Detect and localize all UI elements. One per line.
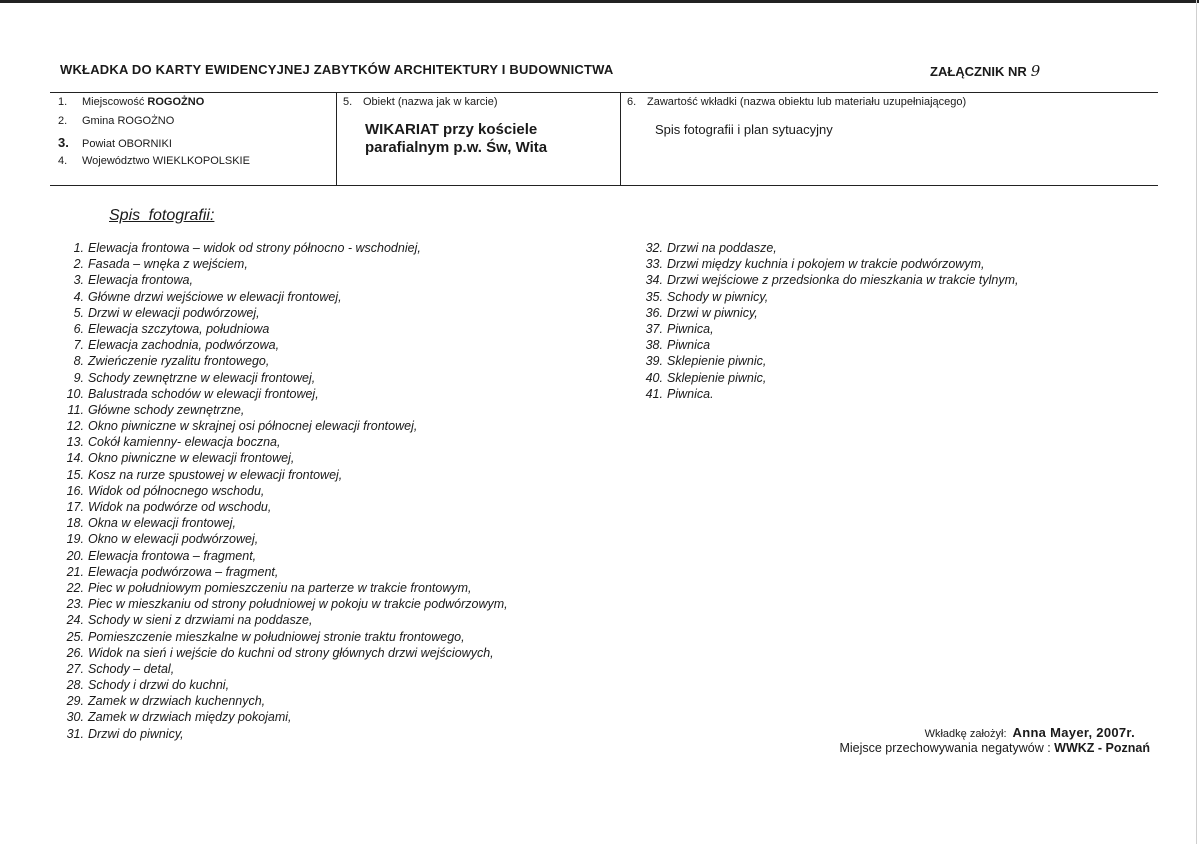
location-row-commune (58, 115, 174, 127)
storage-value: WWKZ - Poznań (1054, 741, 1150, 755)
item-text: Schody i drzwi do kuchni, (88, 678, 230, 693)
list-item (62, 612, 508, 628)
item-number: 38. (645, 338, 663, 353)
item-text: Elewacja zachodnia, podwórzowa, (88, 338, 280, 353)
list-item (643, 272, 1019, 288)
item-text: Okna w elewacji frontowej, (88, 516, 236, 531)
photo-list-title: Spis fotografii: (109, 207, 215, 224)
contents-label (627, 96, 966, 108)
item-text: Kosz na rurze spustowej w elewacji frontowej, (88, 467, 343, 482)
object-label (343, 96, 498, 108)
photo-list-left (62, 240, 508, 742)
item-text: Elewacja frontowa – widok od strony północno - wschodniej, (88, 241, 421, 255)
row-value: ROGOŻNO (117, 115, 175, 127)
list-item (643, 289, 1019, 305)
item-number: 13. (66, 435, 84, 450)
document-title: WKŁADKA DO KARTY EWIDENCYJNEJ ZABYTKÓW ARCHITEKTURY I BUDOWNICTWA (60, 62, 614, 77)
item-text: Elewacja frontowa – fragment, (88, 548, 257, 563)
item-text: Fasada – wnęka z wejściem, (88, 257, 248, 272)
list-item (62, 337, 508, 353)
scan-right-edge (1196, 0, 1197, 844)
list-item (62, 321, 508, 337)
contents-value: Spis fotografii i plan sytuacyjny (655, 122, 833, 137)
item-number: 20. (66, 548, 84, 563)
item-text: Drzwi wejściowe z przedsionka do mieszkania w trakcie tylnym, (667, 273, 1019, 288)
item-number: 40. (645, 370, 663, 385)
info-table (50, 92, 1158, 186)
list-item (62, 402, 508, 418)
item-text: Schody w sieni z drzwiami na poddasze, (88, 613, 313, 628)
item-text: Piec w mieszkaniu od strony południowej w pokoju w trakcie podwórzowym, (88, 597, 508, 612)
cell-number: 6. (627, 96, 637, 108)
list-item (62, 531, 508, 547)
item-text: Okno piwniczne w skrajnej osi północnej elewacji frontowej, (88, 419, 418, 434)
list-item (643, 370, 1019, 386)
storage-label: Miejsce przechowywania negatywów : (839, 741, 1051, 755)
prepared-by (925, 725, 1135, 740)
cell-number: 5. (343, 96, 353, 108)
item-text: Schody w piwnicy, (667, 289, 769, 304)
item-number: 29. (66, 694, 84, 709)
item-text: Schody – detal, (88, 661, 175, 676)
list-item (62, 450, 508, 466)
item-text: Drzwi między kuchnia i pokojem w trakcie podwórzowym, (667, 257, 985, 272)
row-label: Gmina (82, 115, 115, 127)
object-name-line1: WIKARIAT przy kościele (365, 121, 538, 138)
row-label: Miejscowość (82, 96, 145, 108)
list-item (62, 693, 508, 709)
item-number: 32. (645, 241, 663, 255)
item-text: Zwieńczenie ryzalitu frontowego, (88, 354, 270, 369)
item-text: Drzwi na poddasze, (667, 241, 777, 255)
list-item (62, 709, 508, 725)
list-item (62, 677, 508, 693)
item-number: 12. (66, 419, 84, 434)
list-item (62, 434, 508, 450)
item-number: 28. (66, 678, 84, 693)
list-item (62, 256, 508, 272)
row-number: 1. (58, 96, 68, 108)
item-text: Piwnica (667, 338, 711, 353)
list-item (643, 240, 1019, 256)
item-number: 14. (66, 451, 84, 466)
item-number: 41. (645, 386, 663, 401)
row-value: OBORNIKI (118, 138, 172, 150)
item-number: 36. (645, 305, 663, 320)
list-item (62, 240, 508, 256)
item-number: 16. (66, 483, 84, 498)
item-number: 9. (73, 370, 84, 385)
item-number: 39. (645, 354, 663, 369)
item-text: Drzwi do piwnicy, (88, 726, 184, 741)
item-number: 8. (73, 354, 84, 369)
item-text: Widok na sień i wejście do kuchni od strony głównych drzwi wejściowych, (88, 645, 494, 660)
item-text: Sklepienie piwnic, (667, 354, 767, 369)
item-number: 27. (66, 661, 84, 676)
item-number: 7. (73, 338, 84, 353)
item-number: 22. (66, 580, 84, 595)
row-label: Powiat (82, 138, 116, 150)
item-number: 10. (66, 386, 84, 401)
location-cell (50, 93, 336, 185)
item-text: Zamek w drzwiach między pokojami, (88, 710, 292, 725)
object-name (365, 121, 547, 157)
item-text: Drzwi w elewacji podwórzowej, (88, 305, 260, 320)
location-row-county (58, 135, 172, 150)
item-number: 35. (645, 289, 663, 304)
negatives-storage (839, 741, 1150, 755)
list-item (643, 353, 1019, 369)
row-number: 4. (58, 155, 68, 167)
row-number: 3. (58, 135, 69, 150)
list-item (62, 499, 508, 515)
item-number: 18. (66, 516, 84, 531)
item-number: 3. (73, 273, 84, 288)
item-text: Okno piwniczne w elewacji frontowej, (88, 451, 295, 466)
list-item (62, 467, 508, 483)
list-item (643, 386, 1019, 402)
item-text: Główne drzwi wejściowe w elewacji frontowej, (88, 289, 342, 304)
list-item (643, 256, 1019, 272)
row-value: ROGOŻNO (147, 96, 205, 108)
item-text: Okno w elewacji podwórzowej, (88, 532, 259, 547)
list-item (643, 337, 1019, 353)
annex-label-text: ZAŁĄCZNIK NR (930, 64, 1027, 79)
list-item (62, 629, 508, 645)
item-text: Schody zewnętrzne w elewacji frontowej, (88, 370, 316, 385)
list-item (62, 353, 508, 369)
annex-number: 9 (1030, 62, 1041, 80)
item-text: Balustrada schodów w elewacji frontowej, (88, 386, 319, 401)
list-item (62, 596, 508, 612)
row-number: 2. (58, 115, 68, 127)
list-item (62, 661, 508, 677)
item-text: Pomieszczenie mieszkalne w południowej stronie traktu frontowego, (88, 629, 465, 644)
item-number: 30. (66, 710, 84, 725)
cell-label-text: Obiekt (nazwa jak w karcie) (363, 96, 498, 108)
item-number: 6. (73, 321, 84, 336)
item-text: Cokół kamienny- elewacja boczna, (88, 435, 281, 450)
item-text: Piec w południowym pomieszczeniu na parterze w trakcie frontowym, (88, 580, 472, 595)
item-text: Elewacja podwórzowa – fragment, (88, 564, 279, 579)
item-number: 11. (67, 402, 84, 417)
item-number: 31. (66, 726, 84, 741)
list-item (62, 645, 508, 661)
object-name-line2: parafialnym p.w. Św, Wita (365, 139, 548, 156)
prepared-value: Anna Mayer, 2007r. (1012, 725, 1135, 740)
item-text: Zamek w drzwiach kuchennych, (88, 694, 266, 709)
list-item (62, 580, 508, 596)
row-value: WIEKLKOPOLSKIE (152, 155, 250, 167)
item-number: 25. (66, 629, 84, 644)
contents-cell (620, 93, 1159, 185)
list-item (62, 548, 508, 564)
item-number: 37. (645, 321, 663, 336)
location-row-town (58, 96, 204, 108)
item-text: Elewacja frontowa, (88, 273, 193, 288)
list-item (62, 726, 508, 742)
item-number: 15. (66, 467, 84, 482)
item-number: 19. (66, 532, 84, 547)
item-number: 33. (645, 257, 663, 272)
list-item (62, 483, 508, 499)
item-text: Elewacja szczytowa, południowa (88, 321, 270, 336)
item-number: 26. (66, 645, 84, 660)
prepared-label: Wkładkę założył: (924, 728, 1007, 740)
item-number: 5. (73, 305, 84, 320)
list-item (643, 321, 1019, 337)
list-item (62, 564, 508, 580)
list-item (62, 515, 508, 531)
list-item (62, 370, 508, 386)
item-text: Piwnica. (667, 386, 714, 401)
list-item (62, 272, 508, 288)
item-text: Główne schody zewnętrzne, (88, 402, 245, 417)
item-number: 4. (73, 289, 84, 304)
list-item (62, 386, 508, 402)
item-number: 2. (73, 257, 84, 272)
row-label: Województwo (82, 155, 150, 167)
scan-top-edge (0, 0, 1199, 3)
list-item (62, 305, 508, 321)
item-text: Drzwi w piwnicy, (667, 305, 758, 320)
list-item (643, 305, 1019, 321)
item-number: 23. (66, 597, 84, 612)
item-number: 17. (66, 500, 84, 514)
item-number: 21. (66, 564, 84, 579)
list-item (62, 289, 508, 305)
item-text: Widok od północnego wschodu, (88, 483, 265, 498)
annex-label (930, 62, 1040, 80)
item-text: Piwnica, (667, 321, 714, 336)
cell-label-text: Zawartość wkładki (nazwa obiektu lub materiału uzupełniającego) (647, 96, 967, 108)
item-number: 24. (66, 613, 84, 628)
list-item (62, 418, 508, 434)
item-text: Sklepienie piwnic, (667, 370, 767, 385)
location-row-voivodeship (58, 155, 250, 167)
item-number: 34. (645, 273, 663, 288)
item-text: Widok na podwórze od wschodu, (88, 500, 272, 514)
item-number: 1. (73, 241, 84, 255)
photo-list-right (643, 240, 1019, 402)
object-cell (336, 93, 621, 185)
